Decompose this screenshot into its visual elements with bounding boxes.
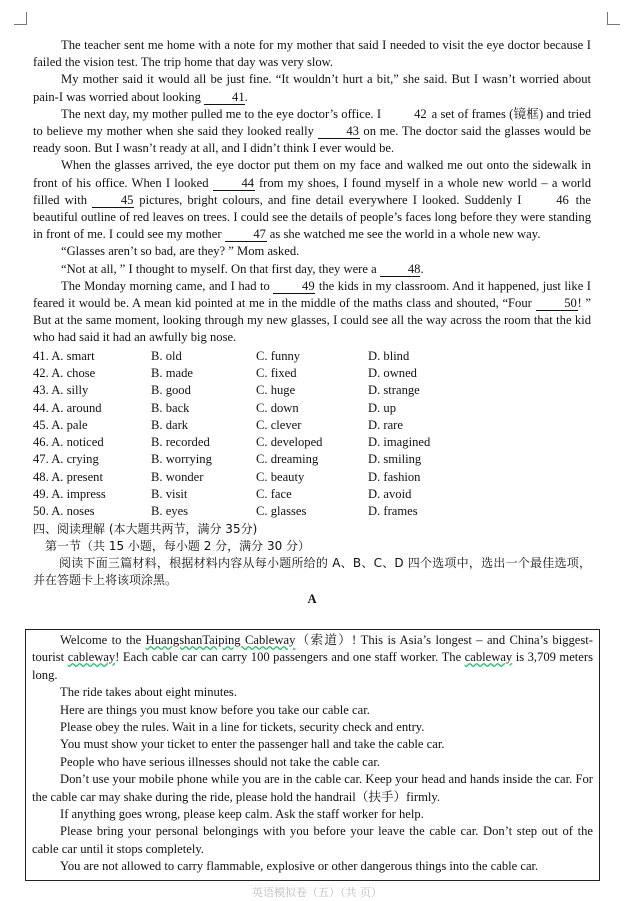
option-row [33,417,591,434]
option-a: 44. A. around [33,400,102,415]
option-row [33,469,591,486]
answer-options [33,348,591,521]
box-paragraph: Don’t use your mobile phone while you are in the cable car. Keep your head and hands inside the car. For the cable car may shake during the ride, please hold the handrail（扶手）firmly. [32,772,593,804]
page-corner-mark [607,12,620,25]
box-paragraph: The ride takes about eight minutes. [60,685,237,700]
option-d: D. owned [368,365,417,380]
option-d: D. rare [368,417,403,432]
proper-name: HuangshanTaiping Cableway [145,633,296,647]
box-paragraph: People who have serious illnesses should not take the cable car. [60,754,381,769]
blank-44: 44 [213,176,255,191]
option-row [33,486,591,503]
paragraph-7: The Monday morning came, and I had to 49 the kids in my classroom. And it happened, just like I feared it would be. A mean kid pointed at me in the middle of the maths class and shouted, “Four 50! ” But at the same moment, looking through my new glasses, I could see all the way across the room that the kid who had said it had an awfully big nose. [33,278,592,345]
option-a: 45. A. pale [33,417,88,432]
option-c: C. fixed [256,365,297,380]
passage-label: A [307,591,317,606]
option-b: B. back [151,400,190,415]
option-row [33,365,591,382]
option-c: C. clever [256,417,302,432]
box-paragraph: If anything goes wrong, please keep calm. Ask the staff worker for help. [60,807,424,822]
option-b: B. old [151,348,182,363]
option-c: C. developed [256,435,323,450]
option-a: 43. A. silly [33,383,89,398]
blank-46: 46 [556,192,569,207]
section-instruction: 阅读下面三篇材料，根据材料内容从每小题所给的 A、B、C、D 四个选项中，选出一个最佳选项，并在答题卡上将该项涂黑。 [33,555,591,587]
option-row [33,382,591,399]
blank-43: 43 [318,124,360,139]
option-a: 41. A. smart [33,348,95,363]
option-d: D. imagined [368,435,431,450]
option-d: D. fashion [368,469,421,484]
option-c: C. huge [256,383,296,398]
option-c: C. funny [256,348,301,363]
page-footer: 英语模拟卷（五）（共 页） [252,886,382,899]
box-paragraph: Welcome to the HuangshanTaiping Cableway（索道）! This is Asia’s longest – and China’s biggest-tourist cableway! Each cable car can carry 100 passengers and one staff worker. The cableway is 3,709 meters long. [32,633,593,682]
option-d: D. blind [368,348,410,363]
blank-50: 50 [536,296,578,311]
option-b: B. worrying [151,452,212,467]
option-b: B. good [151,383,191,398]
option-d: D. strange [368,383,420,398]
option-b: B. recorded [151,435,210,450]
option-c: C. dreaming [256,452,319,467]
option-c: C. glasses [256,504,307,519]
blank-47: 47 [225,227,267,242]
reading-passage-box [25,629,600,881]
option-c: C. down [256,400,299,415]
option-a: 47. A. crying [33,452,99,467]
paragraph-6: “Not at all, ” I thought to myself. On that first day, they were a 48. [61,261,424,276]
option-a: 46. A. noticed [33,435,104,450]
section-subtitle: 第一节（共 15 小题，每小题 2 分，满分 30 分） [45,538,311,553]
page-corner-mark [14,12,27,25]
blank-42: 42 [414,106,427,121]
option-b: B. eyes [151,504,189,519]
blank-49: 49 [273,279,315,294]
paragraph-4: When the glasses arrived, the eye doctor put them on my face and walked me out onto the sidewalk in front of his office. When I looked 44 from my shoes, I found myself in a whole new world – a world filled with 45 pictures, bright colours, and fine detail everywhere I looked. Suddenly I 46 the beautiful outline of red leaves on trees. I could see the details of people’s faces long before they were standing in front of me. I could see my mother 47 as she watched me see the world in a whole new way. [33,158,591,242]
paragraph-3: The next day, my mother pulled me to the eye doctor’s office. I 42 a set of frames (镜框) and tried to believe my mother when she said they looked really 43 on me. The doctor said the glasses would be ready soon. But I wasn’t ready at all, and I didn’t think I ever would be. [33,106,591,156]
blank-45: 45 [92,193,134,208]
box-paragraph: Here are things you must know before you take our cable car. [60,702,370,717]
option-a: 42. A. chose [33,365,96,380]
option-c: C. beauty [256,469,305,484]
paragraph-5: “Glasses aren’t so bad, are they? ” Mom asked. [61,244,300,259]
exam-page [33,37,591,609]
option-row [33,434,591,451]
blank-48: 48 [380,262,421,277]
option-row [33,451,591,468]
box-paragraph: You must show your ticket to enter the passenger hall and take the cable car. [60,737,445,752]
paragraph-1: The teacher sent me home with a note for my mother that said I needed to visit the eye doctor because I failed the vision test. The trip home that day was very slow. [33,38,591,70]
blank-41: 41 [204,90,245,105]
option-row [33,348,591,365]
option-a: 48. A. present [33,469,103,484]
cloze-passage [33,37,591,347]
option-row [33,503,591,520]
option-d: D. smiling [368,452,422,467]
option-b: B. visit [151,487,188,502]
option-b: B. dark [151,417,189,432]
option-a: 49. A. impress [33,487,106,502]
option-b: B. made [151,365,193,380]
option-b: B. wonder [151,469,204,484]
option-d: D. avoid [368,487,412,502]
box-paragraph: You are not allowed to carry flammable, explosive or other dangerous things into the cable car. [60,859,539,874]
option-c: C. face [256,487,292,502]
option-a: 50. A. noses [33,504,95,519]
option-d: D. up [368,400,396,415]
box-paragraph: Please obey the rules. Wait in a line for tickets, security check and entry. [60,720,425,735]
section-title: 四、阅读理解 (本大题共两节，满分 35分) [33,521,258,536]
box-paragraph: Please bring your personal belongings with you before your leave the cable car. Don’t step out of the cable car until it stops completely. [32,824,593,856]
option-d: D. frames [368,504,418,519]
option-row [33,400,591,417]
paragraph-2: My mother said it would all be just fine. “It wouldn’t hurt a bit,” she said. But I wasn’t worried about pain-I was worried about looking 41. [33,72,591,104]
